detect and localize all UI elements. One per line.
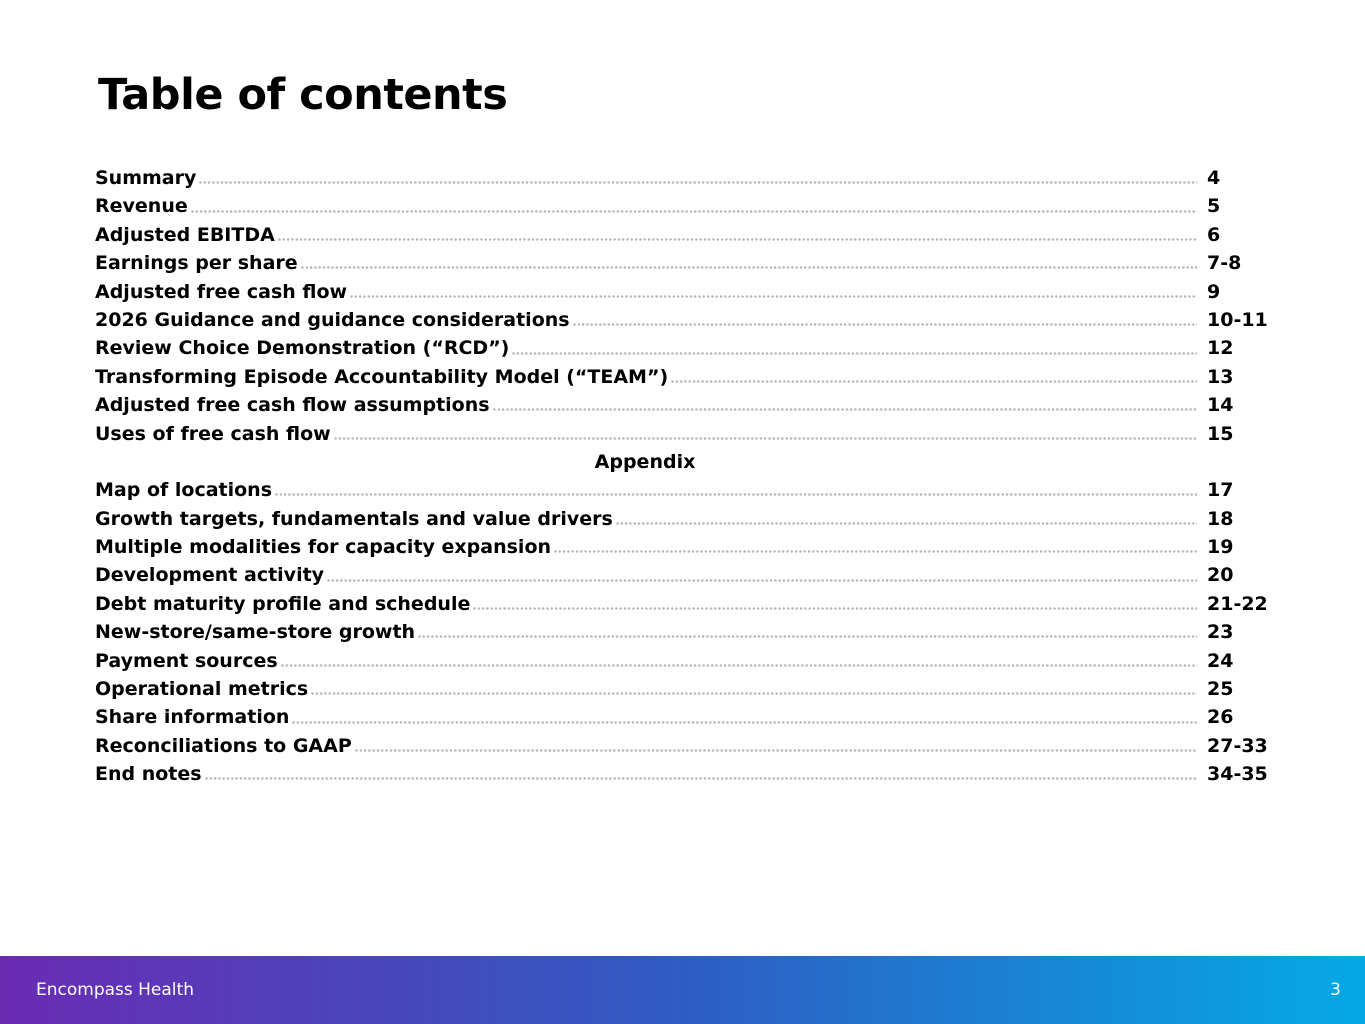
dot-leader (191, 210, 1197, 213)
dot-leader (275, 493, 1197, 496)
toc-entry-label: Payment sources (95, 649, 278, 672)
dot-leader (327, 579, 1197, 582)
toc-entry-label: Adjusted free cash flow (95, 280, 348, 303)
dot-leader (616, 522, 1197, 525)
toc-entry[interactable] (95, 391, 1270, 419)
toc-entry[interactable] (95, 647, 1270, 675)
footer-page-number: 3 (1330, 980, 1341, 1000)
toc-entry[interactable] (95, 420, 1270, 448)
appendix-heading: Appendix (594, 451, 696, 474)
toc-entry-page: 12 (1207, 337, 1234, 360)
dot-leader (350, 295, 1197, 298)
toc-entry[interactable] (95, 590, 1270, 618)
table-of-contents (95, 164, 1270, 789)
toc-entry-label: Adjusted EBITDA (95, 223, 275, 246)
dot-leader (311, 692, 1197, 695)
toc-entry-label: Transforming Episode Accountability Model (“TEAM”) (95, 365, 669, 388)
toc-entry-page: 13 (1207, 365, 1234, 388)
toc-entry-label: New-store/same-store growth (95, 621, 416, 644)
dot-leader (278, 238, 1197, 241)
toc-entry[interactable] (95, 192, 1270, 220)
dot-leader (199, 181, 1197, 184)
dot-leader (418, 635, 1197, 638)
toc-entry-page: 10-11 (1207, 308, 1268, 331)
toc-entry-label: Growth targets, fundamentals and value drivers (95, 507, 613, 530)
dot-leader (573, 323, 1197, 326)
toc-entry-page: 6 (1207, 223, 1221, 246)
toc-entry-page: 23 (1207, 621, 1234, 644)
toc-entry-label: End notes (95, 763, 202, 786)
toc-entry-label: Earnings per share (95, 252, 298, 275)
toc-entry-label: Map of locations (95, 479, 273, 502)
toc-entry-page: 17 (1207, 479, 1234, 502)
toc-entry-label: Uses of free cash flow (95, 422, 331, 445)
toc-entry-label: Summary (95, 167, 197, 189)
dot-leader (473, 607, 1197, 610)
toc-entry-label: Adjusted free cash flow assumptions (95, 394, 490, 417)
toc-entry[interactable] (95, 306, 1270, 334)
dot-leader (493, 408, 1197, 411)
footer-company-name: Encompass Health (36, 980, 194, 1000)
dot-leader (281, 664, 1197, 667)
toc-entry[interactable] (95, 760, 1270, 788)
toc-entry-page: 20 (1207, 564, 1234, 587)
toc-entry-label: 2026 Guidance and guidance considerations (95, 308, 570, 331)
toc-entry[interactable] (95, 476, 1270, 504)
toc-entry[interactable] (95, 618, 1270, 646)
dot-leader (512, 352, 1197, 355)
footer-bar (0, 956, 1365, 1024)
toc-entry-page: 5 (1207, 195, 1221, 218)
toc-entry-label: Share information (95, 706, 290, 729)
dot-leader (334, 437, 1197, 440)
toc-entry[interactable] (95, 505, 1270, 533)
toc-entry-page: 34-35 (1207, 763, 1268, 786)
toc-entry-page: 21-22 (1207, 592, 1268, 615)
toc-entry-page: 4 (1207, 167, 1221, 189)
toc-entry-label: Revenue (95, 195, 188, 218)
toc-entry[interactable] (95, 703, 1270, 731)
toc-entry-label: Development activity (95, 564, 325, 587)
toc-entry-page: 7-8 (1207, 252, 1242, 275)
toc-entry-page: 19 (1207, 536, 1234, 559)
toc-entry-label: Multiple modalities for capacity expansion (95, 536, 552, 559)
toc-entry-page: 25 (1207, 678, 1234, 701)
toc-entry-label: Debt maturity profile and schedule (95, 592, 471, 615)
toc-entry-page: 14 (1207, 394, 1234, 417)
toc-entry[interactable] (95, 675, 1270, 703)
dot-leader (554, 550, 1197, 553)
toc-entry-page: 9 (1207, 280, 1221, 303)
toc-entry[interactable] (95, 278, 1270, 306)
toc-entry-label: Reconciliations to GAAP (95, 734, 352, 757)
toc-entry-page: 27-33 (1207, 734, 1268, 757)
page-title: Table of contents (98, 70, 508, 120)
toc-entry[interactable] (95, 363, 1270, 391)
dot-leader (671, 380, 1197, 383)
toc-entry[interactable] (95, 732, 1270, 760)
toc-entry-page: 18 (1207, 507, 1234, 530)
toc-entry-page: 26 (1207, 706, 1234, 729)
toc-entry[interactable] (95, 561, 1270, 589)
toc-entry[interactable] (95, 164, 1270, 192)
dot-leader (355, 749, 1197, 752)
toc-entry-label: Review Choice Demonstration (“RCD”) (95, 337, 510, 360)
toc-entry[interactable] (95, 221, 1270, 249)
toc-entry-page: 15 (1207, 422, 1234, 445)
dot-leader (292, 721, 1197, 724)
toc-entry[interactable] (95, 334, 1270, 362)
toc-entry[interactable] (95, 533, 1270, 561)
toc-entry-page: 24 (1207, 649, 1234, 672)
toc-entry[interactable] (95, 249, 1270, 277)
dot-leader (205, 777, 1197, 780)
dot-leader (301, 266, 1197, 269)
toc-entry-label: Operational metrics (95, 678, 309, 701)
